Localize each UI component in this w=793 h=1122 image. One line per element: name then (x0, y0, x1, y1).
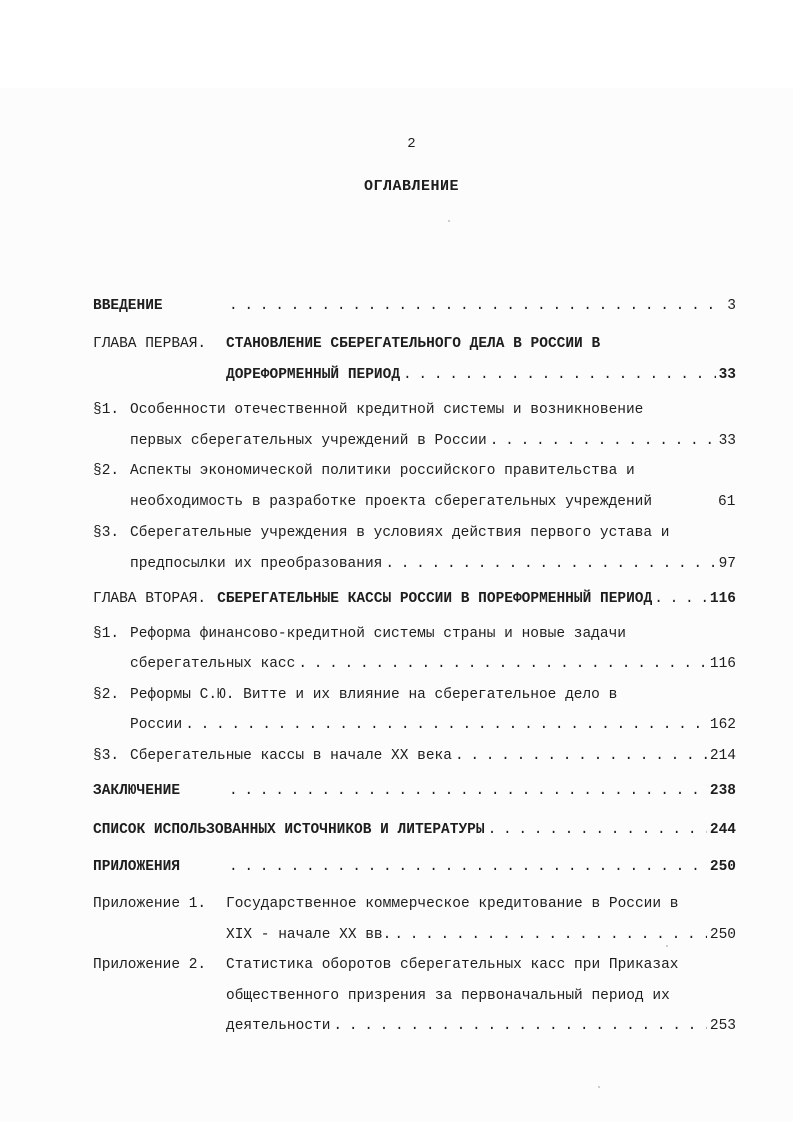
section-number: §1. (93, 626, 120, 642)
page-title: ОГЛАВЛЕНИЕ (363, 178, 459, 195)
chapter1-row (226, 366, 736, 384)
appendix-title-line2: XIX - начале XX вв. (226, 927, 392, 943)
chapter2-title: СБЕРЕГАТЕЛЬНЫЕ КАССЫ РОССИИ В ПОРЕФОРМЕННЫЙ ПЕРИОД (217, 591, 653, 607)
section-title-line1: Реформы С.Ю. Витте и их влияние на сберегательное дело в (130, 687, 618, 703)
toc-intro-label: ВВЕДЕНИЕ (93, 298, 163, 314)
toc-appendices-row (226, 858, 736, 876)
appendix-title-line3: деятельности (226, 1018, 331, 1034)
dot-leader (488, 821, 707, 839)
toc-conclusion-page: 238 (709, 783, 736, 799)
toc-conclusion-row (226, 782, 736, 800)
page-number: 2 (407, 136, 416, 152)
appendix-title-line2: общественного призрения за первоначальный период их (226, 988, 670, 1004)
appendix-title-line1: Государственное коммерческое кредитование в России в (226, 896, 679, 912)
section-number: §1. (93, 402, 120, 418)
dot-leader (490, 432, 716, 450)
dot-leader (229, 297, 724, 315)
section-title-line1: Сберегательные учреждения в условиях действия первого устава и (130, 525, 670, 541)
chapter2-page: 116 (709, 591, 736, 607)
appendix-row (226, 926, 736, 944)
scan-speck (598, 1086, 600, 1088)
chapter1-title-line2: ДОРЕФОРМЕННЫЙ ПЕРИОД (226, 367, 401, 383)
appendix-page: 253 (709, 1018, 736, 1034)
appendix-row (226, 1017, 736, 1035)
section-title-line2: первых сберегательных учреждений в России (130, 433, 487, 449)
section-page: 214 (709, 748, 736, 764)
section-title-line2: сберегательных касс (130, 656, 296, 672)
dot-leader (385, 555, 715, 573)
dot-leader (229, 858, 707, 876)
toc-conclusion-label: ЗАКЛЮЧЕНИЕ (93, 783, 181, 799)
appendix-title-line1: Статистика оборотов сберегательных касс при Приказах (226, 957, 679, 973)
section-title-line2: России (130, 717, 183, 733)
chapter1-title-line1: СТАНОВЛЕНИЕ СБЕРЕГАТЕЛЬНОГО ДЕЛА В РОССИИ В (226, 336, 601, 352)
dot-leader (394, 926, 707, 944)
section-row (130, 432, 736, 450)
appendix-prefix: Приложение 2. (93, 957, 207, 973)
section-page: 61 (718, 494, 736, 510)
toc-intro-page: 3 (727, 298, 736, 314)
toc-appendices-label: ПРИЛОЖЕНИЯ (93, 859, 181, 875)
section-number: §3. (93, 525, 120, 541)
section-title-line1: Реформа финансово-кредитной системы страны и новые задачи (130, 626, 626, 642)
section-number: §2. (93, 687, 120, 703)
section-title-line1: Особенности отечественной кредитной системы и возникновение (130, 402, 644, 418)
chapter2-row (93, 590, 736, 608)
scan-speck (666, 945, 668, 947)
dot-leader (298, 655, 707, 673)
toc-intro-row (226, 297, 736, 315)
section-page: 97 (718, 556, 736, 572)
appendix-prefix: Приложение 1. (93, 896, 207, 912)
section-page: 116 (709, 656, 736, 672)
chapter2-prefix: ГЛАВА ВТОРАЯ. (93, 591, 207, 607)
chapter1-prefix: ГЛАВА ПЕРВАЯ. (93, 336, 207, 352)
dot-leader (229, 782, 707, 800)
section-row (130, 716, 736, 734)
toc-sources-page: 244 (709, 822, 736, 838)
section-title-line2: необходимость в разработке проекта сберегательных учреждений (130, 494, 653, 510)
section-title: Сберегательные кассы в начале XX века (130, 748, 452, 764)
toc-sources-label: СПИСОК ИСПОЛЬЗОВАННЫХ ИСТОЧНИКОВ И ЛИТЕРАТУРЫ (93, 822, 485, 838)
section-title-line2: предпосылки их преобразования (130, 556, 383, 572)
dot-leader (403, 366, 716, 384)
scan-speck (448, 220, 450, 222)
chapter1-page: 33 (718, 367, 736, 383)
section-row (130, 555, 736, 573)
section-page: 33 (718, 433, 736, 449)
dot-leader (654, 590, 708, 608)
section-row (130, 747, 736, 765)
section-title-line1: Аспекты экономической политики российского правительства и (130, 463, 635, 479)
dot-leader (455, 747, 707, 765)
toc-appendices-page: 250 (709, 859, 736, 875)
toc-sources-row (93, 821, 736, 839)
section-number: §3. (93, 748, 120, 764)
section-row (130, 655, 736, 673)
dot-leader (185, 716, 707, 734)
scan-top-margin (0, 0, 793, 88)
section-number: §2. (93, 463, 120, 479)
appendix-page: 250 (709, 927, 736, 943)
dot-leader (333, 1017, 706, 1035)
section-page: 162 (709, 717, 736, 733)
